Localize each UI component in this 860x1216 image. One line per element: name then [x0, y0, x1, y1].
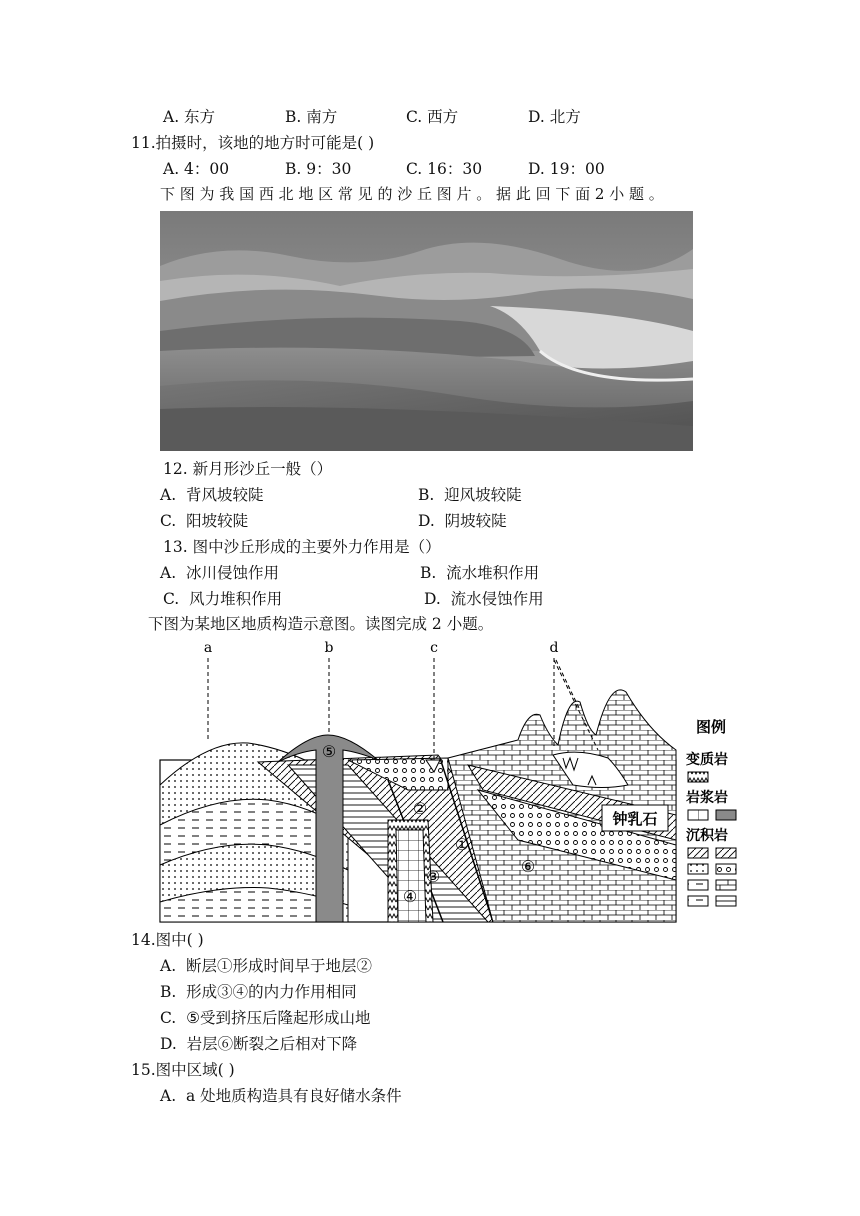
dune-photo	[160, 211, 693, 451]
q10-option-c: C. 西方	[406, 108, 459, 126]
q15-option-a: A. a 处地质构造具有良好储水条件	[160, 1087, 402, 1105]
q10-option-a: A. 东方	[163, 108, 216, 126]
q13-option-d: D. 流水侵蚀作用	[424, 590, 544, 608]
label-stalactite: 钟乳石	[612, 810, 658, 828]
legend-sedimentary: 沉积岩	[686, 828, 728, 844]
q15-stem: 15.图中区域( )	[131, 1061, 235, 1079]
label-6: ⑥	[520, 857, 536, 876]
label-2: ②	[412, 799, 428, 818]
q12-option-b: B. 迎风坡较陡	[418, 486, 522, 504]
q13-stem: 13. 图中沙丘形成的主要外力作用是（）	[163, 538, 441, 556]
q11-stem: 11.拍摄时，该地的地方时可能是( )	[131, 134, 375, 152]
q10-option-d: D. 北方	[528, 108, 581, 126]
q12-option-c: C. 阳坡较陡	[160, 512, 249, 530]
legend-metamorphic: 变质岩	[686, 752, 728, 768]
dune-photo-image	[160, 211, 693, 451]
q11-option-a: A. 4：00	[163, 160, 230, 178]
label-3: ③	[425, 867, 441, 886]
geo-intro: 下图为某地区地质构造示意图。读图完成 2 小题。	[148, 615, 494, 633]
label-d: d	[549, 640, 559, 656]
q14-option-a: A. 断层①形成时间早于地层②	[160, 957, 372, 975]
q14-stem: 14.图中( )	[131, 931, 204, 949]
dune-intro: 下 图 为 我 国 西 北 地 区 常 见 的 沙 丘 图 片 。 据 此 回 下 面 2 小 题 。	[160, 185, 664, 203]
legend-title: 图例	[696, 718, 727, 736]
label-5: ⑤	[321, 742, 337, 761]
q11-option-b: B. 9：30	[285, 160, 352, 178]
label-a: a	[203, 640, 213, 656]
label-1: ①	[454, 835, 470, 854]
legend-igneous: 岩浆岩	[686, 790, 728, 806]
q13-option-b: B. 流水堆积作用	[420, 564, 540, 582]
q11-option-c: C. 16：30	[406, 160, 483, 178]
geology-diagram	[148, 640, 748, 930]
q12-option-a: A. 背风坡较陡	[160, 486, 264, 504]
q13-option-c: C. 风力堆积作用	[163, 590, 283, 608]
q14-option-b: B. 形成③④的内力作用相同	[160, 983, 357, 1001]
q10-option-b: B. 南方	[285, 108, 338, 126]
label-b: b	[324, 640, 334, 656]
q12-option-d: D. 阴坡较陡	[418, 512, 507, 530]
label-c: c	[430, 640, 438, 656]
q12-stem: 12. 新月形沙丘一般（）	[163, 460, 333, 478]
q11-option-d: D. 19：00	[528, 160, 605, 178]
q14-option-d: D. 岩层⑥断裂之后相对下降	[160, 1035, 358, 1053]
q13-option-a: A. 冰川侵蚀作用	[160, 564, 279, 582]
q14-option-c: C. ⑤受到挤压后隆起形成山地	[160, 1009, 371, 1027]
label-4: ④	[402, 887, 418, 906]
